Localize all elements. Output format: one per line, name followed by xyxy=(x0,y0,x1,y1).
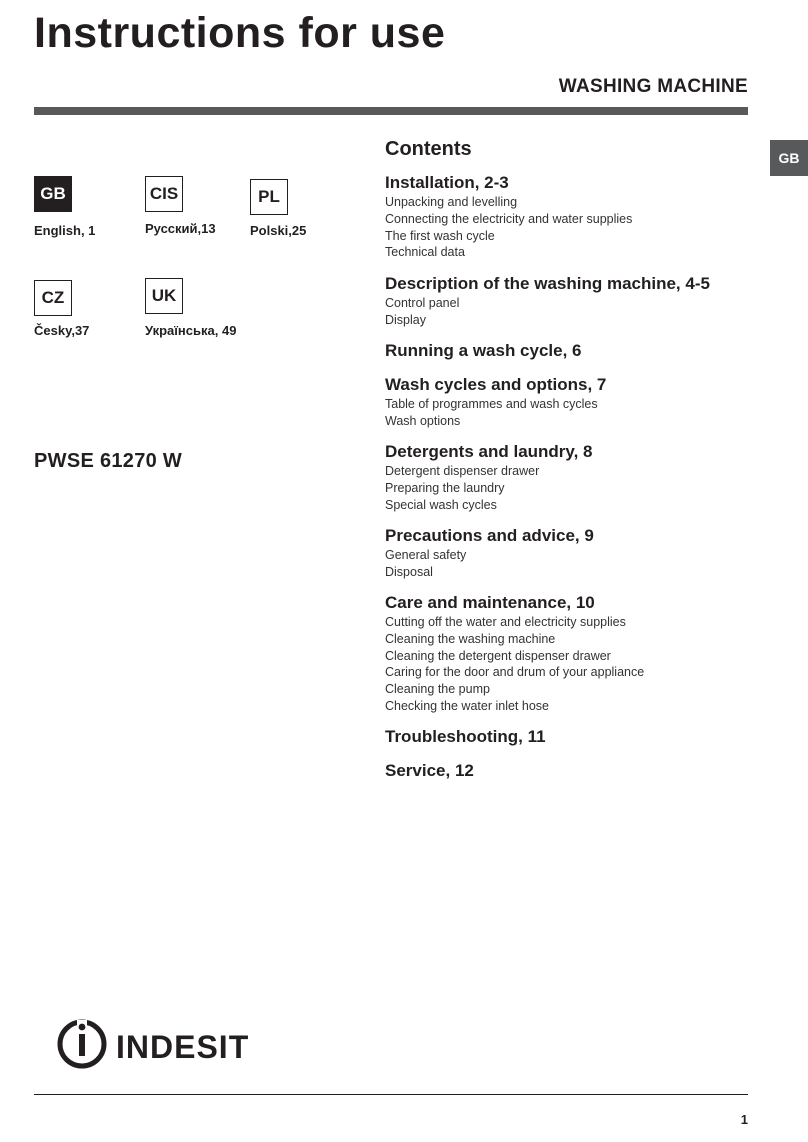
toc-item[interactable]: Disposal xyxy=(385,564,433,579)
toc-item[interactable]: The first wash cycle xyxy=(385,228,495,243)
toc-item[interactable]: Technical data xyxy=(385,245,465,260)
toc-section-title[interactable]: Precautions and advice, 9 xyxy=(385,526,594,545)
footer-rule xyxy=(34,1094,748,1095)
toc-item[interactable]: Cleaning the washing machine xyxy=(385,631,556,646)
toc-item[interactable]: Table of programmes and wash cycles xyxy=(385,397,598,411)
toc-section-service xyxy=(385,760,765,782)
toc-item[interactable]: Control panel xyxy=(385,296,460,310)
language-code-cis[interactable]: CIS xyxy=(145,176,183,212)
toc-section-description xyxy=(385,273,765,329)
language-side-tab: GB xyxy=(770,140,808,176)
indesit-power-logo-icon xyxy=(60,1020,104,1066)
toc-item[interactable]: Detergent dispenser drawer xyxy=(385,464,540,478)
toc-section-title[interactable]: Installation, 2-3 xyxy=(385,173,509,192)
toc-item[interactable]: General safety xyxy=(385,548,467,562)
toc-section-title[interactable]: Detergents and laundry, 8 xyxy=(385,442,593,461)
toc-section-title[interactable]: Description of the washing machine, 4-5 xyxy=(385,274,710,293)
language-label-polish[interactable]: Polski,25 xyxy=(250,223,307,238)
model-number: PWSE 61270 W xyxy=(34,450,183,472)
language-code-pl[interactable]: PL xyxy=(250,179,288,215)
toc-item[interactable]: Connecting the electricity and water supplies xyxy=(385,211,633,226)
product-type-heading: WASHING MACHINE xyxy=(558,76,748,97)
language-code-cz[interactable]: CZ xyxy=(34,280,72,316)
toc-item[interactable]: Wash options xyxy=(385,413,461,428)
language-label-english[interactable]: English, 1 xyxy=(34,223,96,238)
toc-section-title[interactable]: Care and maintenance, 10 xyxy=(385,593,595,612)
language-label-ukrainian[interactable]: Українська, 49 xyxy=(145,323,237,338)
toc-section-installation xyxy=(385,172,765,261)
toc-section-troubleshooting xyxy=(385,726,765,748)
toc-section-title[interactable]: Troubleshooting, 11 xyxy=(385,727,546,746)
language-code-uk[interactable]: UK xyxy=(145,278,183,314)
toc-item[interactable]: Special wash cycles xyxy=(385,497,497,512)
toc-section-precautions xyxy=(385,525,765,581)
toc-section-title[interactable]: Running a wash cycle, 6 xyxy=(385,341,582,360)
toc-section-detergents xyxy=(385,441,765,513)
page-number: 1 xyxy=(740,1112,748,1127)
toc-item[interactable]: Cleaning the pump xyxy=(385,682,490,697)
contents-heading: Contents xyxy=(385,138,472,160)
page-title: Instructions for use xyxy=(34,9,446,57)
language-code-gb[interactable]: GB xyxy=(34,176,72,212)
toc-section-care xyxy=(385,592,765,715)
indesit-logo xyxy=(54,1016,274,1072)
logo-wordmark: INDESIT xyxy=(116,1029,250,1065)
toc-section-wash-cycles xyxy=(385,374,765,430)
toc-section-title[interactable]: Wash cycles and options, 7 xyxy=(385,375,607,394)
toc-item[interactable]: Caring for the door and drum of your appliance xyxy=(385,665,645,680)
toc-item[interactable]: Display xyxy=(385,312,426,327)
toc-item[interactable]: Cleaning the detergent dispenser drawer xyxy=(385,648,611,663)
header-rule xyxy=(34,107,748,115)
language-label-russian[interactable]: Русский,13 xyxy=(145,221,216,236)
toc-item[interactable]: Preparing the laundry xyxy=(385,480,505,495)
language-label-czech[interactable]: Česky,37 xyxy=(34,323,90,338)
toc-item[interactable]: Cutting off the water and electricity supplies xyxy=(385,615,626,629)
toc-section-title[interactable]: Service, 12 xyxy=(385,761,474,780)
toc-item[interactable]: Checking the water inlet hose xyxy=(385,698,549,713)
toc-item[interactable]: Unpacking and levelling xyxy=(385,195,518,209)
toc-section-running xyxy=(385,340,765,362)
